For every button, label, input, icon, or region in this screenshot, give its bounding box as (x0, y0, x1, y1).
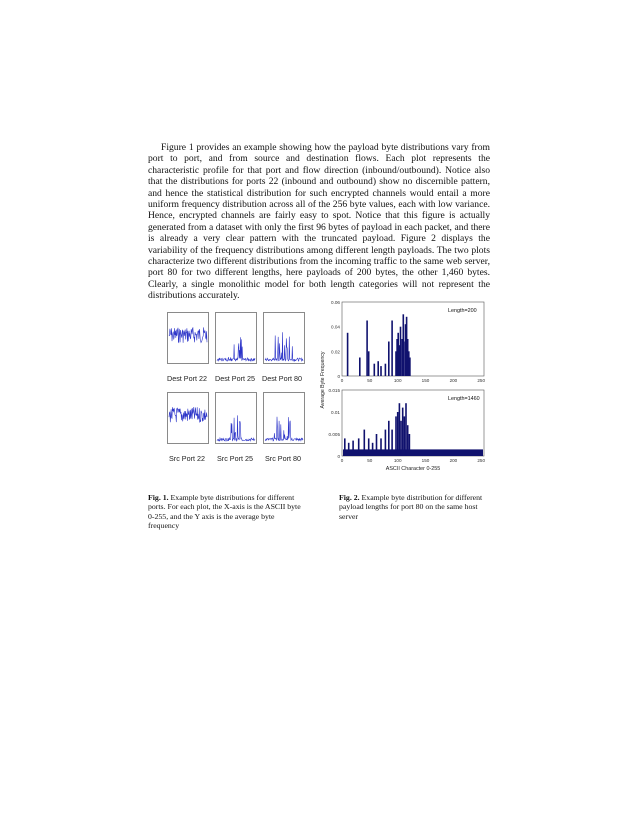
x-tick-label: 100 (393, 458, 402, 463)
y-tick-label: 0.06 (331, 300, 340, 305)
caption-text: Example byte distributions for different ports. For each plot, the X-axis is the ASCII byte 0-255, and the Y axis is the average byte frequency (148, 493, 301, 530)
panel-dest-port-80 (263, 312, 305, 364)
x-tick-label: 50 (367, 458, 373, 463)
figure-2 (318, 300, 488, 480)
panel-plot (168, 313, 208, 363)
bar (391, 430, 393, 456)
panel-series-line (169, 407, 207, 423)
legend-label: Length=200 (448, 308, 477, 314)
bar (352, 441, 354, 456)
y-tick-label: 0.015 (328, 388, 340, 393)
y-tick-label: 0 (337, 454, 340, 459)
bar (395, 416, 397, 456)
x-axis-label: ASCII Character 0-255 (385, 466, 441, 472)
bar (377, 361, 379, 376)
x-tick-label: 100 (393, 378, 402, 383)
bar (366, 321, 368, 377)
x-tick-label: 200 (449, 458, 458, 463)
bar (403, 342, 405, 377)
bar (368, 438, 370, 456)
panel-series-line (217, 337, 255, 361)
panel-label: Src Port 25 (217, 454, 253, 463)
bar (400, 327, 402, 376)
panel-plot (264, 393, 304, 443)
legend-label: Length=1460 (448, 396, 480, 402)
bar (405, 403, 407, 456)
bar (347, 333, 349, 376)
body-paragraph: Figure 1 provides an example showing how the payload byte distributions vary from port to port, and from source and destination flows. Each plot represents the characteristic profile for that port and flow direction (inbound/outbound). Notice also that the distributions for ports 22 (inbound and outbound) show no discernible pattern, and hence the statistical distribution for such encrypted channels would entail a more uniform frequency distribution across all of the 256 byte values, each with low variance. Hence, encrypted channels are fairly easy to spot. Notice that this figure is actually generated from a dataset with only the first 96 bytes of payload in each packet, and there is already a very clear pattern with the truncated payload. Figure 2 displays the variability of the frequency distributions among different length payloads. The two plots characterize two different distributions from the incoming traffic to the same web server, port 80 for two different lengths, here payloads of 200 bytes, the other 1,460 bytes. Clearly, a single monolithic model for both length categories will not represent the distributions accurately. (148, 142, 490, 302)
panel-series-line (265, 332, 303, 361)
bar (372, 443, 374, 456)
panel-series-line (217, 415, 255, 441)
bar (385, 364, 387, 376)
x-tick-label: 250 (477, 378, 486, 383)
x-tick-label: 150 (421, 458, 430, 463)
y-tick-label: 0 (337, 374, 340, 379)
bar (359, 358, 361, 377)
bar (402, 408, 404, 456)
panel-plot (216, 313, 256, 363)
panel-plot (168, 393, 208, 443)
panel-plot (216, 393, 256, 443)
x-tick-label: 250 (477, 458, 486, 463)
bar (368, 351, 370, 376)
panel-label: Dest Port 80 (262, 374, 302, 383)
panel-dest-port-22 (167, 312, 209, 364)
panel-series-line (169, 327, 207, 342)
bar (391, 321, 393, 377)
x-tick-label: 150 (421, 378, 430, 383)
panel-dest-port-25 (215, 312, 257, 364)
bar (376, 434, 378, 456)
bar (400, 421, 402, 456)
panel-label: Src Port 22 (169, 454, 205, 463)
bar (385, 430, 387, 456)
y-tick-label: 0.02 (331, 349, 340, 355)
panel-series-line (265, 417, 303, 441)
caption-label: Fig. 2. (339, 493, 360, 502)
bar (380, 366, 382, 376)
bar (399, 403, 401, 456)
bar (404, 416, 406, 456)
bar (407, 425, 409, 456)
figure-1-caption (148, 493, 306, 530)
bar (388, 421, 390, 456)
panel-src-port-80 (263, 392, 305, 444)
x-tick-label: 50 (367, 378, 373, 383)
panel-label: Src Port 80 (265, 454, 301, 463)
bar (348, 443, 350, 456)
x-tick-label: 200 (449, 378, 458, 383)
y-tick-label: 0.005 (328, 432, 340, 437)
panel-label: Dest Port 25 (215, 374, 255, 383)
figure-2-caption (339, 493, 491, 521)
caption-text: Example byte distribution for different payload lengths for port 80 on the same host server (339, 493, 483, 521)
y-tick-label: 0.01 (331, 410, 340, 415)
bar (409, 434, 411, 456)
y-tick-label: 0.04 (331, 324, 340, 330)
bar (344, 438, 346, 456)
figure-1 (167, 312, 307, 482)
bar (358, 438, 360, 456)
panel-plot (264, 313, 304, 363)
panel-src-port-25 (215, 392, 257, 444)
y-axis-label: Average Byte Frequency (320, 351, 326, 409)
bar (409, 358, 411, 377)
x-tick-label: 0 (340, 458, 344, 463)
bar (364, 430, 366, 456)
x-tick-label: 0 (340, 378, 344, 383)
bar (374, 364, 376, 376)
panel-label: Dest Port 22 (167, 374, 207, 383)
bar (388, 342, 390, 377)
bar (380, 438, 382, 456)
panel-src-port-22 (167, 392, 209, 444)
figure-2-chart (318, 300, 488, 480)
bar (397, 412, 399, 456)
caption-label: Fig. 1. (148, 493, 169, 502)
